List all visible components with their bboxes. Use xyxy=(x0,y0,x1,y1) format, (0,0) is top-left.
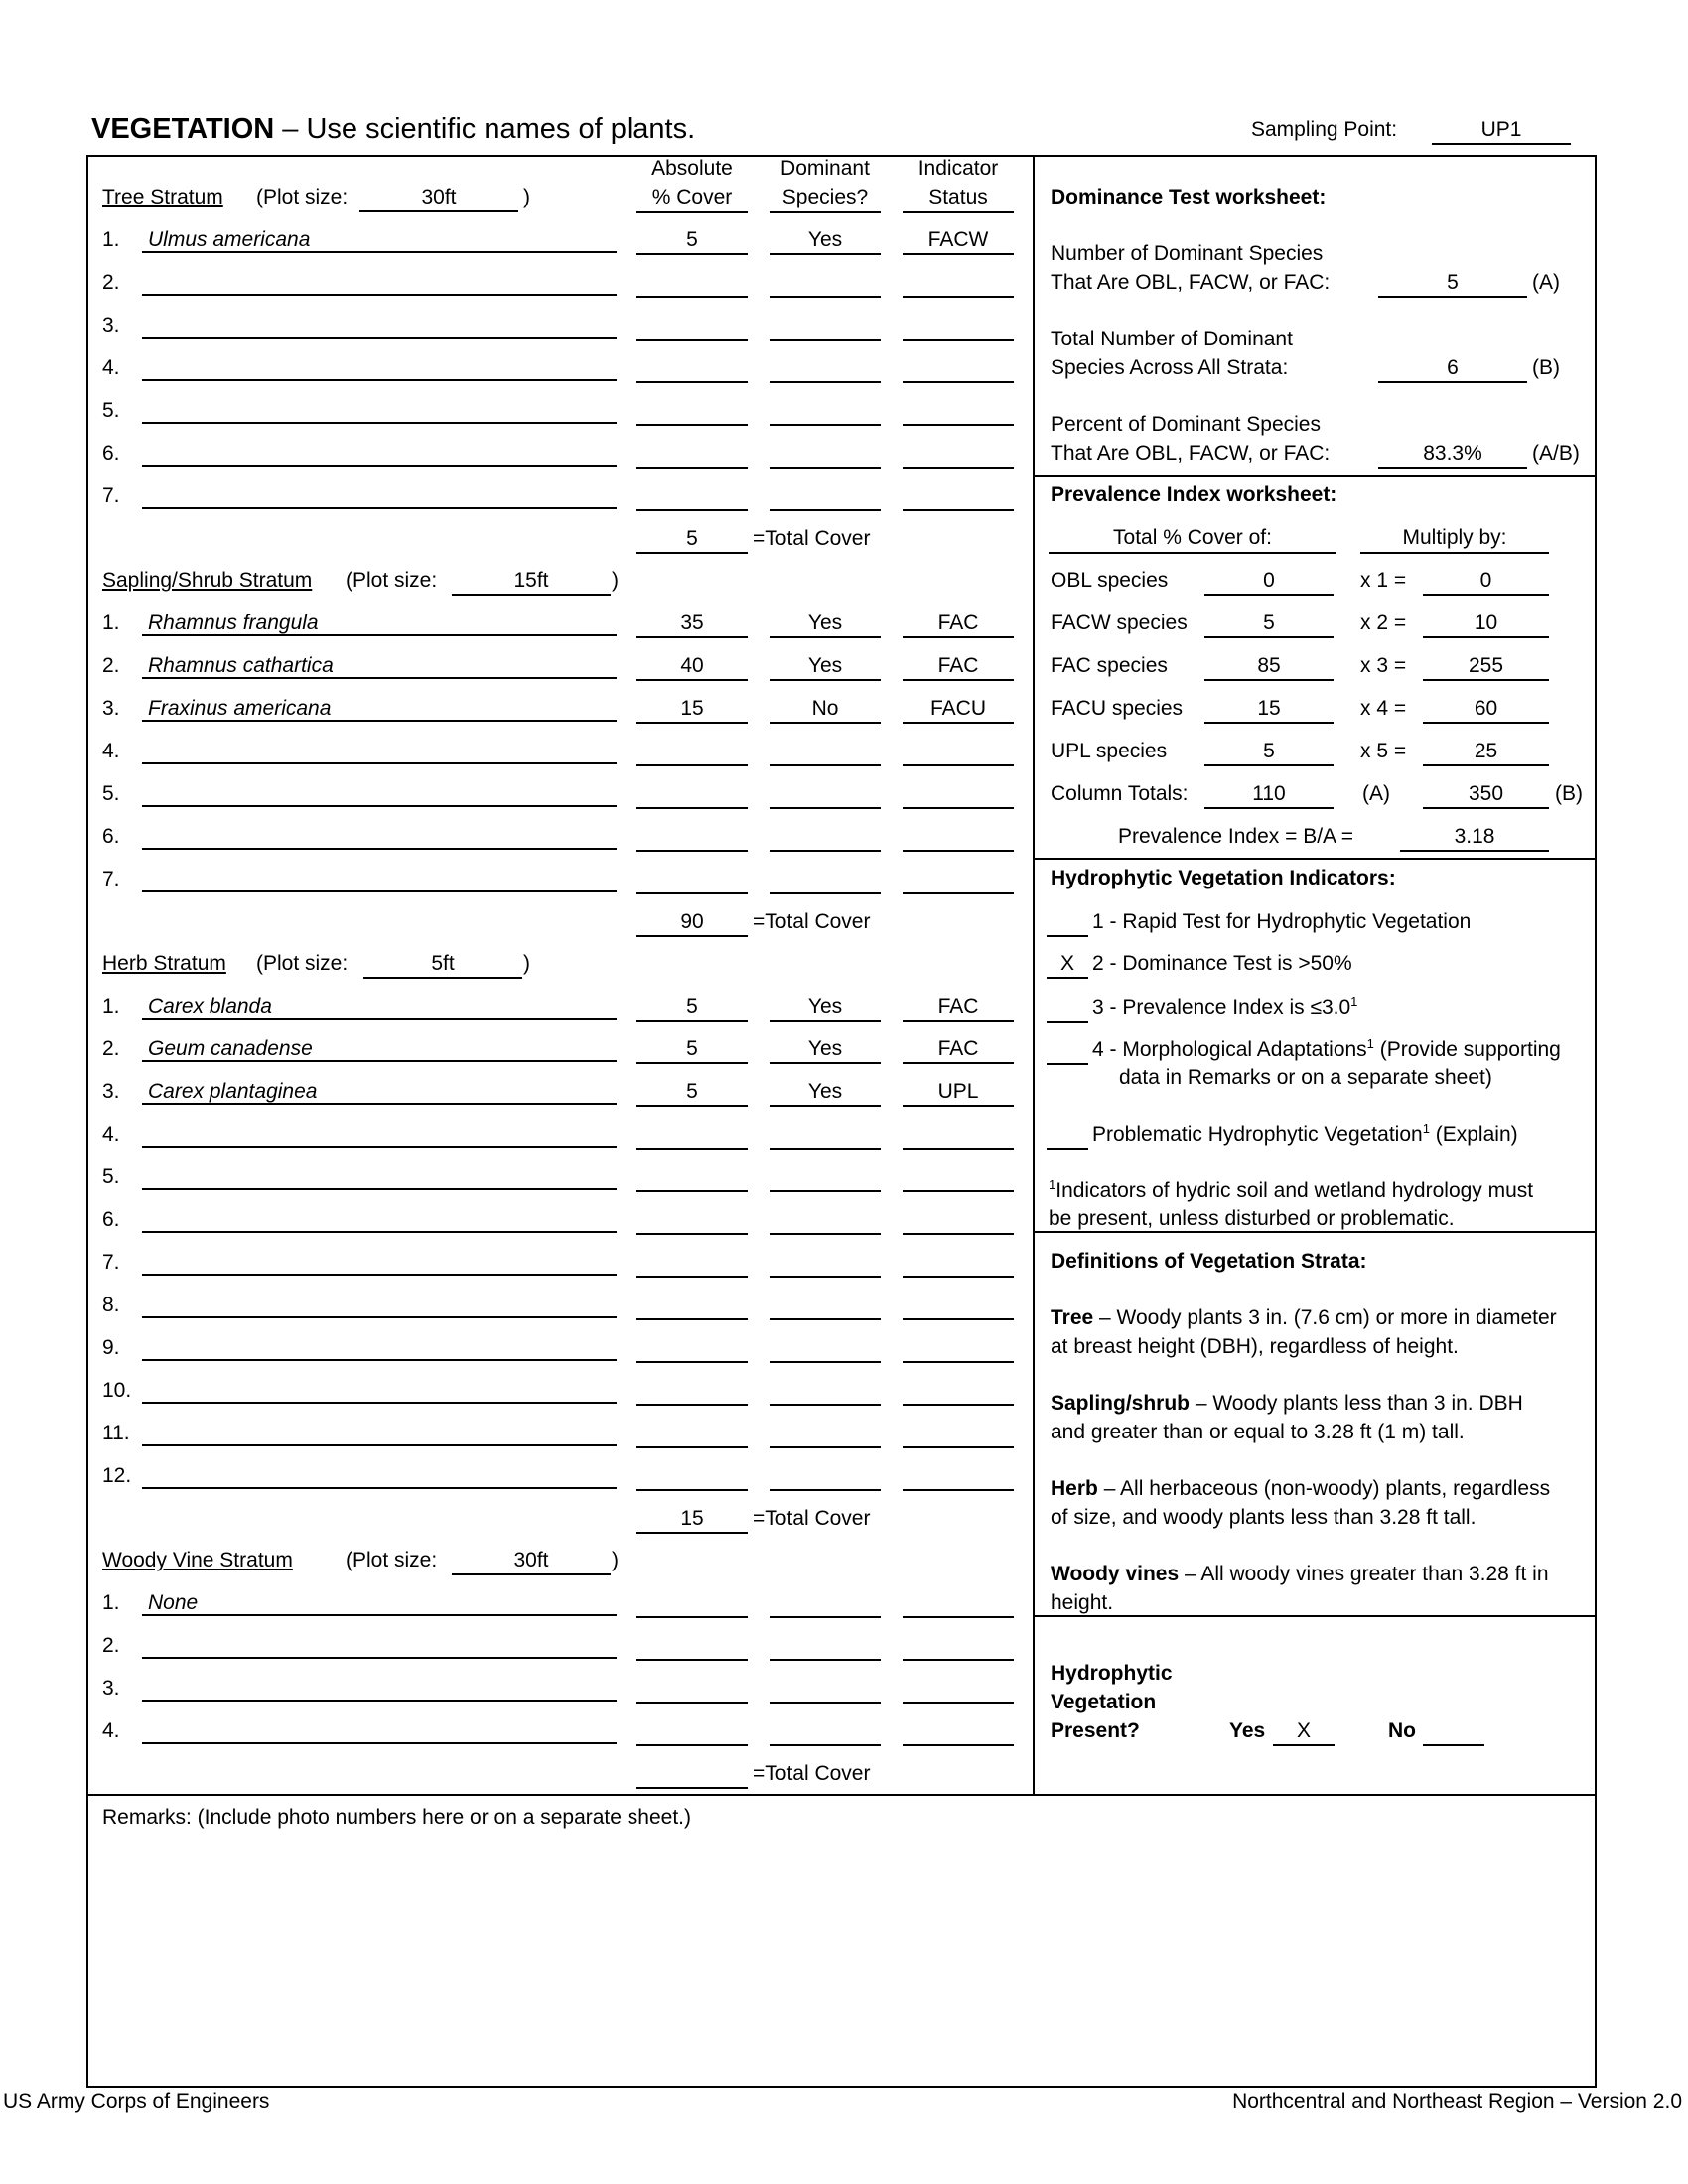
absolute-cover-field[interactable] xyxy=(636,270,748,298)
title-text: VEGETATION xyxy=(91,113,275,145)
indicator-status-field[interactable] xyxy=(903,1378,1014,1406)
dominance-b-label-1: Total Number of Dominant xyxy=(1051,328,1293,350)
present-label-1: Hydrophytic xyxy=(1051,1662,1173,1685)
def-herb-2: of size, and woody plants less than 3.28 ft tall. xyxy=(1051,1506,1477,1529)
dominance-divider xyxy=(1033,475,1597,477)
col-dominant-1: Dominant xyxy=(780,157,870,180)
present-yes-label: Yes xyxy=(1229,1719,1266,1742)
absolute-cover-field[interactable] xyxy=(636,867,748,894)
indicator-status-field[interactable] xyxy=(903,483,1014,511)
species-name-field[interactable] xyxy=(142,1378,617,1404)
dominant-species-field[interactable] xyxy=(770,1164,881,1192)
prevalence-multiplier: x 3 = xyxy=(1360,654,1407,677)
total-a-tag: (A) xyxy=(1362,782,1390,805)
row-number: 7. xyxy=(102,1251,120,1274)
absolute-cover-field[interactable] xyxy=(636,1633,748,1661)
indicators-title: Hydrophytic Vegetation Indicators: xyxy=(1051,867,1396,889)
species-name-field[interactable]: Ulmus americana xyxy=(142,227,617,253)
species-name-field[interactable] xyxy=(142,1250,617,1276)
absolute-cover-field[interactable] xyxy=(636,1293,748,1320)
indicator-status-field[interactable] xyxy=(903,867,1014,894)
species-name-field[interactable] xyxy=(142,313,617,339)
indicator-status-field[interactable]: FACW xyxy=(903,227,1014,255)
absolute-cover-field[interactable] xyxy=(636,824,748,852)
def-vine-2: height. xyxy=(1051,1591,1114,1614)
indicator-status-field[interactable] xyxy=(903,1421,1014,1448)
shrub-plot-size-field[interactable]: 15ft xyxy=(452,568,611,596)
species-name-field[interactable] xyxy=(142,483,617,509)
indicator-status-field[interactable] xyxy=(903,1335,1014,1363)
shrub-stratum-title: Sapling/Shrub Stratum xyxy=(102,569,313,592)
total-cover-label: =Total Cover xyxy=(753,1762,871,1785)
row-number: 4. xyxy=(102,740,120,762)
indicator-3-checkbox[interactable] xyxy=(1047,995,1088,1023)
row-number: 5. xyxy=(102,1165,120,1188)
row-number: 2. xyxy=(102,654,120,677)
row-number: 3. xyxy=(102,314,120,337)
species-name-field[interactable] xyxy=(142,781,617,807)
dominant-species-field[interactable] xyxy=(770,1676,881,1704)
prevalence-row-label: UPL species xyxy=(1051,740,1168,762)
indicator-status-field[interactable] xyxy=(903,781,1014,809)
species-name-field[interactable]: Carex blanda xyxy=(142,994,617,1020)
species-name-field[interactable] xyxy=(142,1463,617,1489)
dominant-species-field[interactable] xyxy=(770,1633,881,1661)
row-number: 1. xyxy=(102,1591,120,1614)
vine-stratum-title: Woody Vine Stratum xyxy=(102,1549,293,1571)
present-no-label: No xyxy=(1388,1719,1416,1742)
dominant-species-field[interactable] xyxy=(770,483,881,511)
dominant-species-field[interactable] xyxy=(770,313,881,341)
row-number: 3. xyxy=(102,1677,120,1700)
dominance-a-label-2: That Are OBL, FACW, or FAC: xyxy=(1051,271,1331,294)
species-name-field[interactable]: Rhamnus cathartica xyxy=(142,653,617,679)
dominant-species-field[interactable] xyxy=(770,1250,881,1278)
indicator-status-field[interactable] xyxy=(903,270,1014,298)
indicator-status-field[interactable] xyxy=(903,441,1014,469)
herb-total-cover-field[interactable]: 15 xyxy=(636,1506,748,1534)
prevalence-result-field[interactable]: 255 xyxy=(1423,653,1549,681)
indicator-status-field[interactable] xyxy=(903,1122,1014,1150)
remarks-area[interactable] xyxy=(102,1837,1582,2075)
dominant-species-field[interactable]: Yes xyxy=(770,611,881,638)
col-dominant-2: Species? xyxy=(781,186,869,208)
dominant-species-field[interactable]: Yes xyxy=(770,1079,881,1107)
indicator-status-field[interactable] xyxy=(903,1590,1014,1618)
row-number: 2. xyxy=(102,1634,120,1657)
prevalence-multiplier: x 2 = xyxy=(1360,612,1407,634)
species-name-field[interactable] xyxy=(142,441,617,467)
def-tree-1: Tree – Woody plants 3 in. (7.6 cm) or more in diameter xyxy=(1051,1306,1557,1329)
indicator-5-label: Problematic Hydrophytic Vegetation$^1$ (Explain) xyxy=(1092,1121,1518,1146)
indicator-4-checkbox[interactable] xyxy=(1047,1037,1088,1065)
plot-size-close: ) xyxy=(523,186,530,208)
present-no-field[interactable] xyxy=(1423,1718,1484,1746)
absolute-cover-field[interactable] xyxy=(636,1335,748,1363)
indicator-status-field[interactable] xyxy=(903,1463,1014,1491)
dominant-species-field[interactable] xyxy=(770,1293,881,1320)
dominant-species-field[interactable]: Yes xyxy=(770,227,881,255)
dominance-a-label-1: Number of Dominant Species xyxy=(1051,242,1324,265)
species-name-field[interactable]: Fraxinus americana xyxy=(142,696,617,722)
dominant-species-field[interactable] xyxy=(770,1718,881,1746)
dominant-species-field[interactable] xyxy=(770,781,881,809)
prevalence-title: Prevalence Index worksheet: xyxy=(1051,483,1337,506)
species-name-field[interactable] xyxy=(142,355,617,381)
indicators-footnote-1: $^1$Indicators of hydric soil and wetland hydrology must xyxy=(1049,1177,1534,1202)
row-number: 4. xyxy=(102,1719,120,1742)
species-name-field[interactable] xyxy=(142,1164,617,1190)
row-number: 9. xyxy=(102,1336,120,1359)
dominant-species-field[interactable] xyxy=(770,270,881,298)
total-b-tag: (B) xyxy=(1555,782,1583,805)
row-number: 6. xyxy=(102,442,120,465)
absolute-cover-field[interactable]: 15 xyxy=(636,696,748,724)
dominant-species-field[interactable]: Yes xyxy=(770,653,881,681)
def-herb-1: Herb – All herbaceous (non-woody) plants, regardless xyxy=(1051,1477,1551,1500)
col-absolute-1: Absolute xyxy=(651,157,733,180)
indicator-2-checkbox[interactable]: X xyxy=(1047,951,1088,979)
vine-total-cover-field[interactable] xyxy=(636,1761,748,1789)
dominance-b-tag: (B) xyxy=(1532,356,1560,379)
def-shrub-1: Sapling/shrub – Woody plants less than 3 in. DBH xyxy=(1051,1392,1523,1415)
species-name-field[interactable]: Carex plantaginea xyxy=(142,1079,617,1105)
row-number: 12. xyxy=(102,1464,132,1487)
prevalence-index-label: Prevalence Index = B/A = xyxy=(1118,825,1353,848)
prevalence-cover-field[interactable]: 0 xyxy=(1204,568,1334,596)
absolute-cover-field[interactable] xyxy=(636,1207,748,1235)
dominant-species-field[interactable] xyxy=(770,824,881,852)
plot-size-close: ) xyxy=(612,569,619,592)
absolute-cover-field[interactable]: 40 xyxy=(636,653,748,681)
prevalence-row-label: FACW species xyxy=(1051,612,1188,634)
species-name-field[interactable] xyxy=(142,1335,617,1361)
col-absolute-2: % Cover xyxy=(651,186,733,208)
absolute-cover-field[interactable] xyxy=(636,1463,748,1491)
indicator-status-field[interactable] xyxy=(903,398,1014,426)
col-indicator-1: Indicator xyxy=(917,157,999,180)
indicator-status-field[interactable]: FAC xyxy=(903,994,1014,1022)
species-name-field[interactable] xyxy=(142,1207,617,1233)
def-tree-2: at breast height (DBH), regardless of height. xyxy=(1051,1335,1459,1358)
absolute-cover-field[interactable] xyxy=(636,1250,748,1278)
row-number: 11. xyxy=(102,1422,130,1444)
page-title xyxy=(91,111,695,147)
species-name-field[interactable] xyxy=(142,1293,617,1318)
dominance-p-label-2: That Are OBL, FACW, or FAC: xyxy=(1051,442,1331,465)
definitions-title: Definitions of Vegetation Strata: xyxy=(1051,1250,1367,1273)
row-number: 4. xyxy=(102,1123,120,1146)
row-number: 5. xyxy=(102,782,120,805)
row-number: 1. xyxy=(102,995,120,1018)
indicator-status-field[interactable] xyxy=(903,1633,1014,1661)
row-number: 1. xyxy=(102,228,120,251)
prevalence-multiplier: x 4 = xyxy=(1360,697,1407,720)
species-name-field[interactable] xyxy=(142,1676,617,1702)
indicators-footnote-2: be present, unless disturbed or problematic. xyxy=(1049,1207,1455,1230)
indicator-5-checkbox[interactable] xyxy=(1047,1122,1088,1150)
prevalence-result-field[interactable]: 60 xyxy=(1423,696,1549,724)
definitions-divider xyxy=(1033,1615,1597,1617)
absolute-cover-field[interactable]: 5 xyxy=(636,1079,748,1107)
species-name-field[interactable] xyxy=(142,824,617,850)
species-name-field[interactable] xyxy=(142,398,617,424)
indicator-status-field[interactable] xyxy=(903,355,1014,383)
row-number: 3. xyxy=(102,1080,120,1103)
absolute-cover-field[interactable]: 5 xyxy=(636,227,748,255)
herb-plot-size-field[interactable]: 5ft xyxy=(363,951,522,979)
absolute-cover-field[interactable] xyxy=(636,739,748,766)
species-name-field[interactable] xyxy=(142,270,617,296)
row-number: 10. xyxy=(102,1379,132,1402)
plot-size-close: ) xyxy=(612,1549,619,1571)
prevalence-multiplier: x 5 = xyxy=(1360,740,1407,762)
prevalence-row-label: FACU species xyxy=(1051,697,1184,720)
dominant-species-field[interactable] xyxy=(770,739,881,766)
tree-stratum-title: Tree Stratum xyxy=(102,186,223,208)
row-number: 6. xyxy=(102,825,120,848)
dominant-species-field[interactable] xyxy=(770,867,881,894)
prevalence-result-field[interactable]: 25 xyxy=(1423,739,1549,766)
absolute-cover-field[interactable] xyxy=(636,1676,748,1704)
absolute-cover-field[interactable] xyxy=(636,1421,748,1448)
dominant-species-field[interactable]: No xyxy=(770,696,881,724)
dominance-p-label-1: Percent of Dominant Species xyxy=(1051,413,1321,436)
indicator-4-label: 4 - Morphological Adaptations$^1$ (Provide supporting xyxy=(1092,1036,1561,1061)
prevalence-cover-field[interactable]: 15 xyxy=(1204,696,1334,724)
species-name-field[interactable] xyxy=(142,1122,617,1148)
prevalence-index-field[interactable]: 3.18 xyxy=(1400,824,1549,852)
species-name-field[interactable] xyxy=(142,867,617,892)
remarks-label: Remarks: (Include photo numbers here or on a separate sheet.) xyxy=(102,1806,691,1829)
indicator-1-checkbox[interactable] xyxy=(1047,909,1088,937)
absolute-cover-field[interactable] xyxy=(636,1590,748,1618)
absolute-cover-field[interactable] xyxy=(636,781,748,809)
shrub-total-cover-field[interactable]: 90 xyxy=(636,909,748,937)
dominant-species-field[interactable] xyxy=(770,441,881,469)
def-shrub-2: and greater than or equal to 3.28 ft (1 m) tall. xyxy=(1051,1421,1465,1443)
row-number: 8. xyxy=(102,1294,120,1316)
indicator-status-field[interactable] xyxy=(903,739,1014,766)
dominance-a-tag: (A) xyxy=(1532,271,1560,294)
dominant-species-field[interactable] xyxy=(770,1590,881,1618)
absolute-cover-field[interactable] xyxy=(636,398,748,426)
remarks-divider xyxy=(86,1794,1597,1796)
plot-size-label: (Plot size: xyxy=(256,186,349,208)
prevalence-divider xyxy=(1033,858,1597,860)
row-number: 6. xyxy=(102,1208,120,1231)
species-name-field[interactable] xyxy=(142,1718,617,1744)
vine-plot-size-field[interactable]: 30ft xyxy=(452,1548,611,1575)
absolute-cover-field[interactable]: 5 xyxy=(636,1036,748,1064)
def-vine-1: Woody vines – All woody vines greater than 3.28 ft in xyxy=(1051,1563,1549,1585)
row-number: 1. xyxy=(102,612,120,634)
absolute-cover-field[interactable] xyxy=(636,483,748,511)
tree-total-cover-field[interactable]: 5 xyxy=(636,526,748,554)
species-name-field[interactable] xyxy=(142,1633,617,1659)
indicator-2-label: 2 - Dominance Test is >50% xyxy=(1092,952,1352,975)
total-cover-label: =Total Cover xyxy=(753,1507,871,1530)
prevalence-result-field[interactable]: 10 xyxy=(1423,611,1549,638)
footer-left: US Army Corps of Engineers xyxy=(3,2090,270,2113)
row-number: 2. xyxy=(102,271,120,294)
absolute-cover-field[interactable] xyxy=(636,1164,748,1192)
dominance-p-field[interactable]: 83.3% xyxy=(1378,441,1527,469)
dominant-species-field[interactable] xyxy=(770,1421,881,1448)
indicator-status-field[interactable] xyxy=(903,313,1014,341)
present-yes-field[interactable]: X xyxy=(1273,1718,1335,1746)
absolute-cover-field[interactable] xyxy=(636,355,748,383)
row-number: 7. xyxy=(102,484,120,507)
indicator-status-field[interactable]: UPL xyxy=(903,1079,1014,1107)
indicator-status-field[interactable]: FAC xyxy=(903,611,1014,638)
dominant-species-field[interactable] xyxy=(770,1122,881,1150)
absolute-cover-field[interactable] xyxy=(636,1122,748,1150)
indicator-status-field[interactable] xyxy=(903,1676,1014,1704)
indicator-status-field[interactable] xyxy=(903,1164,1014,1192)
dominant-species-field[interactable] xyxy=(770,1378,881,1406)
present-label-2: Vegetation xyxy=(1051,1691,1157,1713)
herb-stratum-title: Herb Stratum xyxy=(102,952,226,975)
row-number: 5. xyxy=(102,399,120,422)
species-name-field[interactable]: Geum canadense xyxy=(142,1036,617,1062)
indicator-status-field[interactable] xyxy=(903,1293,1014,1320)
absolute-cover-field[interactable]: 35 xyxy=(636,611,748,638)
column-divider xyxy=(1033,155,1035,1796)
indicator-status-field[interactable] xyxy=(903,1207,1014,1235)
indicator-4-label-2: data in Remarks or on a separate sheet) xyxy=(1119,1066,1492,1089)
dominance-title: Dominance Test worksheet: xyxy=(1051,186,1327,208)
dominance-p-tag: (A/B) xyxy=(1532,442,1580,465)
dominance-a-field[interactable]: 5 xyxy=(1378,270,1527,298)
dominant-species-field[interactable] xyxy=(770,398,881,426)
row-number: 4. xyxy=(102,356,120,379)
prevalence-row-label: FAC species xyxy=(1051,654,1168,677)
prevalence-col-multiply: Multiply by: xyxy=(1402,526,1507,549)
row-number: 2. xyxy=(102,1037,120,1060)
indicator-status-field[interactable] xyxy=(903,1718,1014,1746)
prevalence-row-label: OBL species xyxy=(1051,569,1169,592)
dominant-species-field[interactable]: Yes xyxy=(770,1036,881,1064)
absolute-cover-field[interactable]: 5 xyxy=(636,994,748,1022)
footer-right: Northcentral and Northeast Region – Version 2.0 xyxy=(1232,2090,1682,2113)
total-a-field[interactable]: 110 xyxy=(1204,781,1334,809)
prevalence-multiplier: x 1 = xyxy=(1360,569,1407,592)
column-totals-label: Column Totals: xyxy=(1051,782,1189,805)
species-name-field[interactable] xyxy=(142,1421,617,1446)
plot-size-label: (Plot size: xyxy=(346,569,438,592)
plot-size-close: ) xyxy=(523,952,530,975)
indicator-1-label: 1 - Rapid Test for Hydrophytic Vegetation xyxy=(1092,910,1472,933)
plot-size-label: (Plot size: xyxy=(256,952,349,975)
total-cover-label: =Total Cover xyxy=(753,910,871,933)
indicator-status-field[interactable]: FAC xyxy=(903,653,1014,681)
absolute-cover-field[interactable] xyxy=(636,1378,748,1406)
indicator-status-field[interactable] xyxy=(903,1250,1014,1278)
total-cover-label: =Total Cover xyxy=(753,527,871,550)
indicator-status-field[interactable]: FAC xyxy=(903,1036,1014,1064)
dominant-species-field[interactable]: Yes xyxy=(770,994,881,1022)
dominance-b-field[interactable]: 6 xyxy=(1378,355,1527,383)
prevalence-cover-field[interactable]: 5 xyxy=(1204,611,1334,638)
absolute-cover-field[interactable] xyxy=(636,313,748,341)
prevalence-result-field[interactable]: 0 xyxy=(1423,568,1549,596)
tree-plot-size-field[interactable]: 30ft xyxy=(359,185,518,212)
absolute-cover-field[interactable] xyxy=(636,441,748,469)
row-number: 7. xyxy=(102,868,120,890)
prevalence-col-cover: Total % Cover of: xyxy=(1113,526,1272,549)
row-number: 3. xyxy=(102,697,120,720)
species-name-field[interactable]: Rhamnus frangula xyxy=(142,611,617,636)
dominance-b-label-2: Species Across All Strata: xyxy=(1051,356,1289,379)
indicator-status-field[interactable]: FACU xyxy=(903,696,1014,724)
present-label-3: Present? xyxy=(1051,1719,1140,1742)
absolute-cover-field[interactable] xyxy=(636,1718,748,1746)
plot-size-label: (Plot size: xyxy=(346,1549,438,1571)
subtitle-text: – Use scientific names of plants. xyxy=(274,113,696,145)
total-b-field[interactable]: 350 xyxy=(1423,781,1549,809)
dominant-species-field[interactable] xyxy=(770,1463,881,1491)
prevalence-cover-field[interactable]: 85 xyxy=(1204,653,1334,681)
prevalence-cover-field[interactable]: 5 xyxy=(1204,739,1334,766)
indicator-status-field[interactable] xyxy=(903,824,1014,852)
dominant-species-field[interactable] xyxy=(770,1335,881,1363)
col-indicator-2: Status xyxy=(928,186,988,208)
species-name-field[interactable]: None xyxy=(142,1590,617,1616)
sampling-point-field[interactable]: UP1 xyxy=(1432,117,1571,145)
dominant-species-field[interactable] xyxy=(770,1207,881,1235)
indicator-3-label: 3 - Prevalence Index is $\le 3.0^1$ xyxy=(1092,994,1358,1019)
sampling-point-label: Sampling Point: xyxy=(1251,118,1398,141)
dominant-species-field[interactable] xyxy=(770,355,881,383)
species-name-field[interactable] xyxy=(142,739,617,764)
